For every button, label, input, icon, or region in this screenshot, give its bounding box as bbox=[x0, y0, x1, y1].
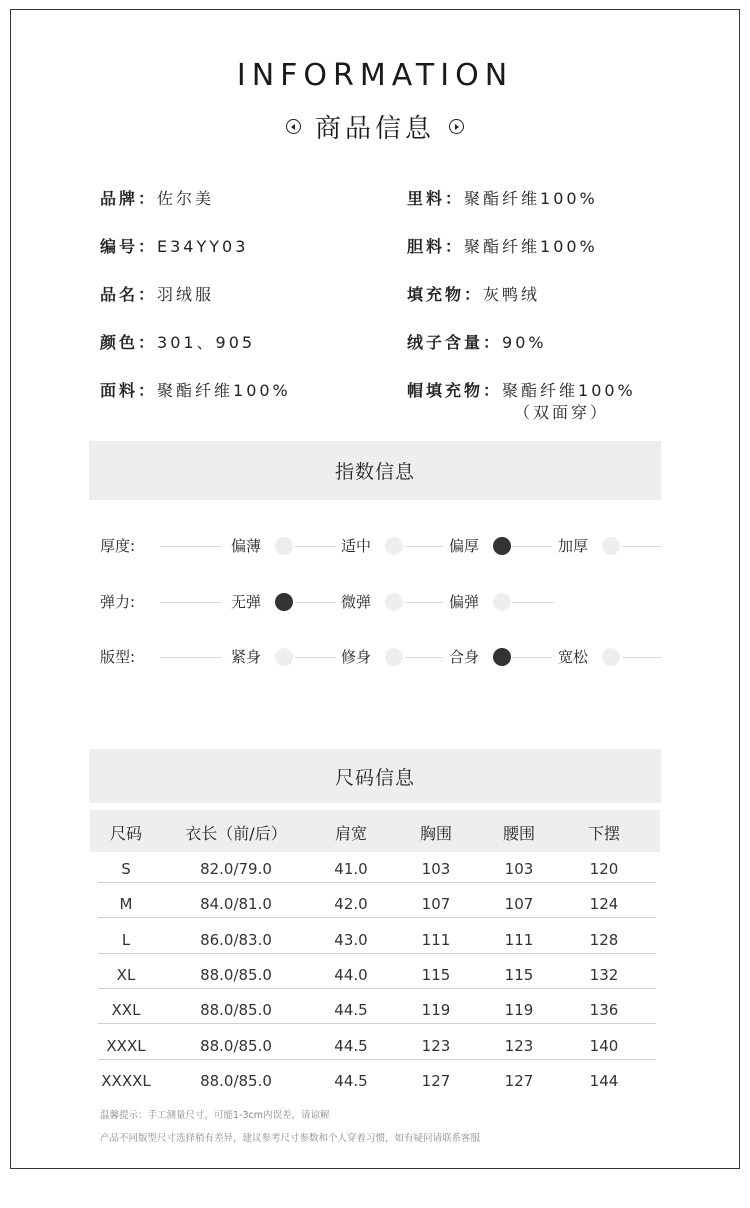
index-option-label: 偏薄 bbox=[231, 537, 262, 555]
info-value: E34YY03 bbox=[157, 237, 249, 256]
info-lining bbox=[407, 187, 598, 211]
info-name bbox=[100, 283, 214, 307]
index-connector-line bbox=[160, 602, 222, 603]
info-color bbox=[100, 331, 255, 355]
size-table-cell: 111 bbox=[504, 930, 534, 949]
info-filling bbox=[407, 283, 540, 307]
info-brand bbox=[100, 187, 214, 211]
info-value: 羽绒服 bbox=[157, 285, 215, 304]
index-option-label: 加厚 bbox=[558, 537, 589, 555]
size-table-cell: 140 bbox=[589, 1036, 619, 1055]
size-header-cell: 肩宽 bbox=[334, 824, 367, 843]
index-connector-line bbox=[622, 657, 662, 658]
size-table-cell: 119 bbox=[421, 1001, 451, 1020]
size-row-divider bbox=[98, 882, 656, 883]
size-table-cell: 82.0/79.0 bbox=[200, 860, 272, 878]
size-table-cell: L bbox=[121, 930, 131, 949]
title-chinese: 商品信息 bbox=[314, 114, 435, 144]
index-row bbox=[0, 587, 750, 617]
index-connector-line bbox=[295, 546, 335, 547]
info-value: 佐尔美 bbox=[157, 189, 215, 208]
index-option-label: 修身 bbox=[341, 648, 372, 666]
index-option-label: 合身 bbox=[449, 648, 480, 666]
index-section-title: 指数信息 bbox=[89, 441, 661, 500]
size-table-cell: 44.0 bbox=[334, 965, 368, 984]
index-connector-line bbox=[622, 546, 662, 547]
info-key: 面料： bbox=[100, 381, 158, 400]
size-row-divider bbox=[98, 1023, 656, 1024]
index-connector-line bbox=[405, 602, 443, 603]
index-dot bbox=[493, 593, 511, 611]
size-table-cell: XL bbox=[116, 965, 136, 984]
circle-arrow-right-icon bbox=[449, 119, 464, 134]
index-row-label: 版型: bbox=[100, 648, 136, 666]
size-table-cell: 119 bbox=[504, 1001, 534, 1020]
index-row bbox=[0, 531, 750, 561]
size-header-cell: 胸围 bbox=[419, 824, 452, 843]
info-key: 品牌： bbox=[100, 189, 158, 208]
index-dot bbox=[385, 593, 403, 611]
title-english: INFORMATION bbox=[236, 58, 514, 93]
index-dot bbox=[275, 648, 293, 666]
size-header-cell: 尺码 bbox=[109, 824, 142, 843]
size-table-cell: XXL bbox=[111, 1001, 141, 1020]
size-table-cell: 42.0 bbox=[334, 895, 368, 914]
size-table-cell: 123 bbox=[504, 1036, 534, 1055]
info-key: 填充物： bbox=[407, 285, 484, 304]
size-table-cell: 86.0/83.0 bbox=[200, 930, 272, 949]
size-table-cell: 88.0/85.0 bbox=[200, 1036, 272, 1055]
index-option-label: 紧身 bbox=[231, 648, 262, 666]
size-table-cell: 136 bbox=[589, 1001, 619, 1020]
index-connector-line bbox=[513, 546, 552, 547]
info-value: 聚酯纤维100% bbox=[502, 381, 636, 400]
size-table-cell: 41.0 bbox=[334, 860, 368, 878]
index-option-label: 微弹 bbox=[341, 593, 372, 611]
size-table-cell: 44.5 bbox=[334, 1071, 368, 1090]
size-table-cell: S bbox=[121, 860, 131, 878]
size-table-cell: 88.0/85.0 bbox=[200, 1071, 272, 1090]
size-row-divider bbox=[98, 917, 656, 918]
index-connector-line bbox=[295, 657, 335, 658]
size-table-cell: 44.5 bbox=[334, 1001, 368, 1020]
size-header-cell: 腰围 bbox=[502, 824, 535, 843]
index-connector-line bbox=[295, 602, 335, 603]
info-key: 胆料： bbox=[407, 237, 465, 256]
size-table-cell: M bbox=[119, 895, 133, 914]
size-table-cell: 132 bbox=[589, 965, 619, 984]
index-option-label: 偏厚 bbox=[449, 537, 480, 555]
info-value: 301、905 bbox=[157, 333, 256, 352]
index-dot bbox=[385, 537, 403, 555]
index-dot bbox=[602, 537, 620, 555]
info-value: 灰鸭绒 bbox=[483, 285, 541, 304]
info-hood-note: （双面穿） bbox=[514, 403, 610, 422]
title-chinese-row bbox=[0, 108, 750, 145]
index-connector-line bbox=[405, 546, 443, 547]
size-table-cell: 44.5 bbox=[334, 1036, 368, 1055]
size-table-cell: 127 bbox=[504, 1071, 534, 1090]
size-table-cell: 115 bbox=[504, 965, 534, 984]
info-key: 编号： bbox=[100, 237, 158, 256]
size-table-cell: 124 bbox=[589, 895, 619, 914]
size-table-cell: 88.0/85.0 bbox=[200, 1001, 272, 1020]
index-connector-line bbox=[513, 602, 554, 603]
index-option-label: 宽松 bbox=[558, 648, 589, 666]
footnote-measure: 温馨提示：手工测量尺寸，可能1-3cm内误差，请谅解 bbox=[100, 1110, 330, 1121]
info-down-content bbox=[407, 331, 547, 355]
size-row-divider bbox=[98, 953, 656, 954]
size-table-cell: 123 bbox=[421, 1036, 451, 1055]
size-table-cell: 84.0/81.0 bbox=[200, 895, 272, 914]
size-table-cell: 127 bbox=[421, 1071, 451, 1090]
index-connector-line bbox=[405, 657, 443, 658]
index-option-label: 适中 bbox=[341, 537, 372, 555]
index-dot bbox=[275, 537, 293, 555]
size-row-divider bbox=[98, 988, 656, 989]
info-key: 里料： bbox=[407, 189, 465, 208]
index-option-label: 偏弹 bbox=[449, 593, 480, 611]
size-table-cell: XXXL bbox=[106, 1036, 146, 1055]
circle-arrow-left-icon bbox=[286, 119, 301, 134]
size-table-cell: 43.0 bbox=[334, 930, 368, 949]
info-value: 90% bbox=[502, 333, 547, 352]
size-header-cell: 下摆 bbox=[587, 824, 620, 843]
index-selected-dot bbox=[493, 648, 511, 666]
size-table-cell: XXXXL bbox=[101, 1071, 151, 1090]
info-key: 颜色： bbox=[100, 333, 158, 352]
index-dot bbox=[602, 648, 620, 666]
index-row-label: 厚度: bbox=[100, 537, 136, 555]
size-table-cell: 103 bbox=[504, 860, 534, 878]
size-table-cell: 128 bbox=[589, 930, 619, 949]
size-table-cell: 103 bbox=[421, 860, 451, 878]
size-header-cell: 衣长（前/后） bbox=[185, 824, 287, 843]
index-selected-dot bbox=[493, 537, 511, 555]
info-code bbox=[100, 235, 248, 259]
index-dot bbox=[385, 648, 403, 666]
index-row-label: 弹力: bbox=[100, 593, 136, 611]
info-value: 聚酯纤维100% bbox=[464, 189, 598, 208]
index-row bbox=[0, 642, 750, 672]
index-connector-line bbox=[513, 657, 552, 658]
info-inner bbox=[407, 235, 598, 259]
info-fabric bbox=[100, 379, 291, 403]
index-connector-line bbox=[160, 657, 222, 658]
info-value: 聚酯纤维100% bbox=[157, 381, 291, 400]
size-table-cell: 88.0/85.0 bbox=[200, 965, 272, 984]
size-table-cell: 144 bbox=[589, 1071, 619, 1090]
info-value: 聚酯纤维100% bbox=[464, 237, 598, 256]
size-table-cell: 107 bbox=[504, 895, 534, 914]
size-section-title: 尺码信息 bbox=[89, 749, 661, 803]
footnote-advice: 产品不同版型尺寸选择稍有差异，建议参考尺寸参数和个人穿着习惯，如有疑问请联系客服 bbox=[100, 1133, 481, 1144]
index-selected-dot bbox=[275, 593, 293, 611]
info-key: 品名： bbox=[100, 285, 158, 304]
size-table-cell: 111 bbox=[421, 930, 451, 949]
size-row-divider bbox=[98, 1059, 656, 1060]
info-key: 绒子含量： bbox=[407, 333, 503, 352]
info-key: 帽填充物： bbox=[407, 381, 503, 400]
index-option-label: 无弹 bbox=[231, 593, 262, 611]
index-connector-line bbox=[160, 546, 222, 547]
size-table-cell: 107 bbox=[421, 895, 451, 914]
size-table-cell: 120 bbox=[589, 860, 619, 878]
size-table-cell: 115 bbox=[421, 965, 451, 984]
